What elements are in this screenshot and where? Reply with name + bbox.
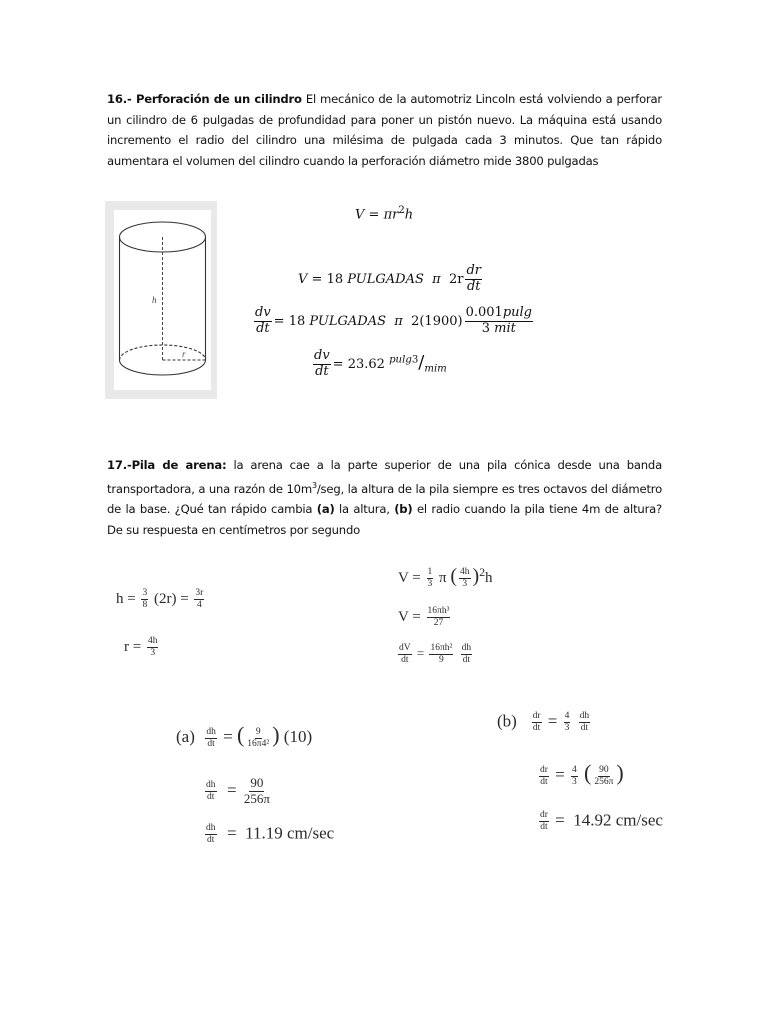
cylinder-radius-label: r: [182, 349, 186, 359]
solution-a-step-1: (a) $\frac{dh}{dt}$ = ( $\frac{9}{\text{16π4²}}$ ) (10): [176, 722, 313, 749]
cylinder-figure: [114, 210, 211, 390]
solution-b-label: (b): [497, 711, 517, 731]
derivative-step-1: V = 18 PULGADAS π 2r $\frac{dr}{dt}$: [298, 263, 481, 294]
derivative-step-2: $\frac{dv}{dt}$ = 18 PULGADAS π 2(1900) $\frac{0.001pulg}{\text{3 mit}}$: [255, 305, 532, 336]
problem-17-heading: 17.-Pila de arena:: [107, 458, 227, 472]
problem-16-heading: 16.- Perforación de un cilindro: [107, 92, 302, 106]
height-radius-relation: h = $\frac{3}{8}$ (2r) = $\frac{3r}{4}$: [116, 588, 204, 610]
solution-b-result: $\frac{dr}{dt}$ = 14.92 cm/sec: [540, 810, 663, 832]
solution-a-label: (a): [176, 727, 195, 746]
solution-a-result: $\frac{dh}{dt}$ = 11.19 cm/sec: [206, 823, 335, 845]
cone-volume-derivative: $\frac{dV}{dt}$ = $\frac{\text{16πh²}}{9}$ $\frac{dh}{dt}$: [399, 643, 472, 665]
problem-16-statement: [107, 89, 662, 172]
radius-from-height: r = $\frac{4h}{3}$: [124, 636, 158, 658]
solution-b-step-2: $\frac{dr}{dt}$ = $\frac{4}{3}$ ( $\frac{90}{256\pi}$ ): [540, 760, 624, 787]
volume-rate-result: $\frac{dv}{dt}$ = 23.62 $^{pulg3}/_{mim}$: [314, 348, 447, 379]
solution-a-step-2: $\frac{dh}{dt}$ = $\frac{90}{256\pi}$: [206, 775, 270, 806]
cone-volume-formula: V = $\frac{1}{3}$ π ( $\frac{4h}{3}$ )$^2$h: [398, 565, 493, 590]
problem-16-body: El mecánico de la automotriz Lincoln está volviendo a perforar un cilindro de 6 pulgadas de profundidad para poner un pistón nuevo. La máquina está usando incremento el radio del cilindro una milésima de pulgada cada 3 minutos. Que tan rápido aumentara el volumen del cilindro cuando la perforación diámetro mide 3800 pulgadas: [107, 92, 662, 169]
problem-17-statement: 17.-Pila de arena: la arena cae a la parte superior de una pila cónica desde una banda transportadora, a una razón de $10m^3$/seg, la altura de la pila siempre es tres octavos del diámetro de la base. ¿Qué tan rápido cambia (a) la altura, (b) el radio cuando la pila tiene 4m de altura? De su respuesta en centímetros por segundo: [107, 458, 662, 537]
volume-formula: $V = \pi r^2h$: [355, 205, 414, 223]
cylinder-height-label: h: [152, 295, 157, 305]
solution-b-step-1: (b) $\frac{dr}{dt}$ = $\frac{4}{3}$ $\frac{dh}{dt}$: [497, 711, 590, 733]
cone-volume-in-h: V = $\frac{\text{16πh³}}{27}$: [398, 606, 450, 628]
